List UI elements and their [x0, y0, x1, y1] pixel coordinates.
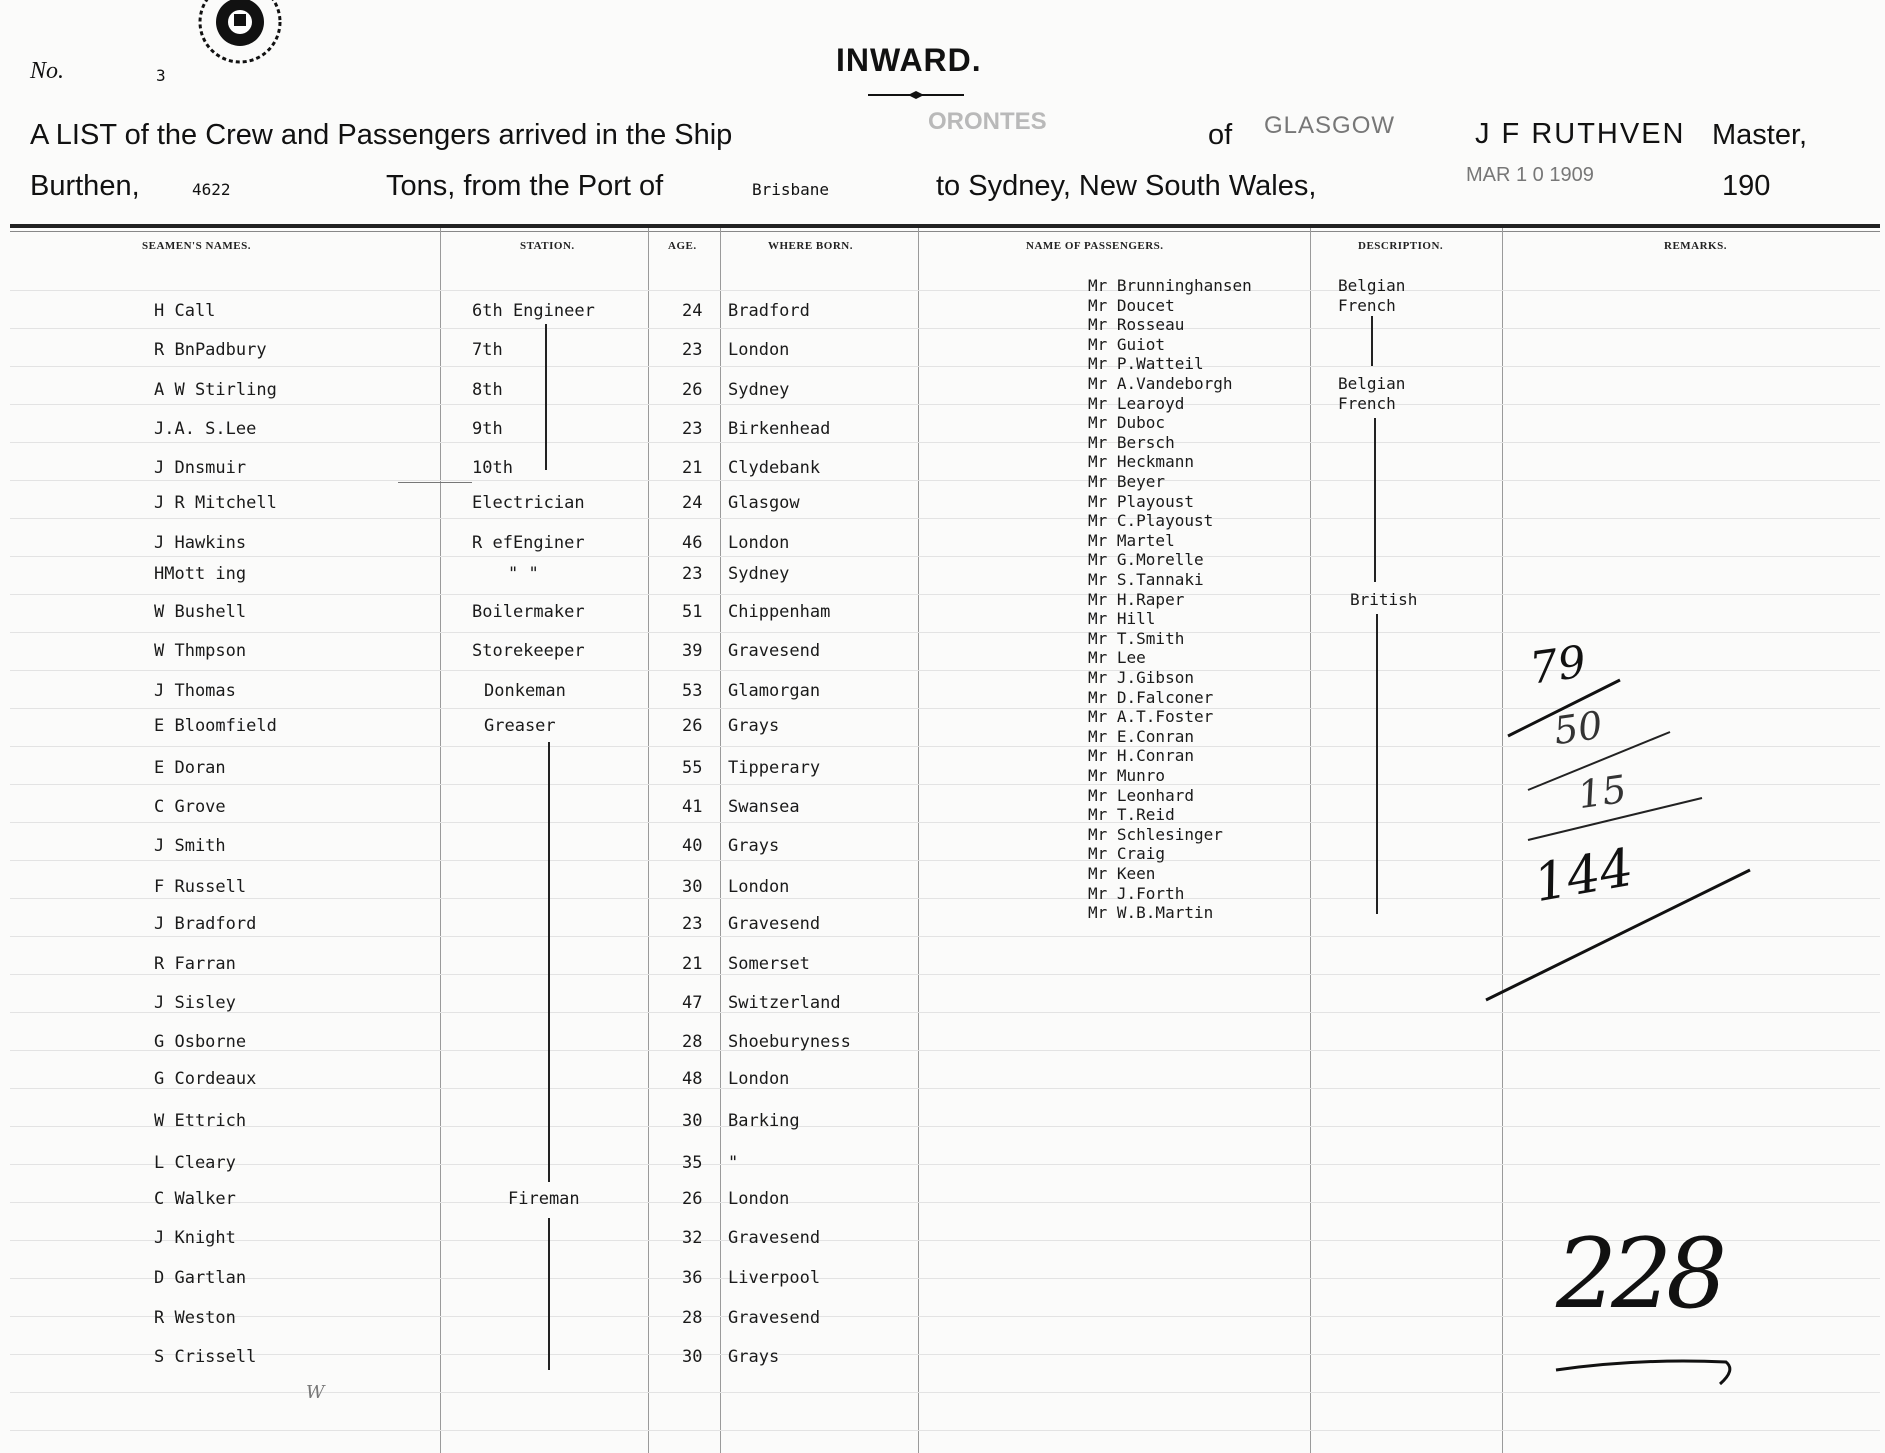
document-title: INWARD. — [836, 42, 982, 78]
ruled-line — [10, 1050, 1880, 1051]
tons-label: Tons, from the Port of — [386, 170, 664, 202]
description-item: Belgian — [1338, 276, 1406, 295]
seaman-age: 46 — [682, 533, 703, 553]
seaman-name: J Sisley — [154, 993, 236, 1013]
passenger-name: Mr Learoyd — [1088, 393, 1185, 413]
ruled-line — [10, 1164, 1880, 1165]
handwritten-number: 79 — [1526, 636, 1590, 695]
ruled-line — [10, 480, 1880, 481]
passenger-name: Mr Leonhard — [1088, 785, 1194, 805]
passenger-name: Mr T.Smith — [1088, 628, 1185, 648]
seaman-station: 6th Engineer — [472, 301, 595, 321]
year-prefix: 190 — [1722, 170, 1771, 202]
description-item: French — [1338, 296, 1396, 315]
ruled-line — [10, 632, 1880, 633]
column-header-where-born: WHERE BORN. — [768, 240, 853, 252]
seaman-age: 30 — [682, 1111, 703, 1131]
passenger-name: Mr T.Reid — [1088, 805, 1175, 825]
seaman-name: J R Mitchell — [154, 493, 277, 513]
ruled-line — [10, 290, 1880, 291]
passenger-name: Mr Schlesinger — [1088, 824, 1223, 844]
seaman-name: L Cleary — [154, 1153, 236, 1173]
seaman-name: C Grove — [154, 797, 226, 817]
seaman-birthplace: Liverpool — [728, 1268, 821, 1288]
margin-note: W — [306, 1382, 325, 1403]
seaman-station: Electrician — [472, 493, 585, 513]
burthen-label: Burthen, — [30, 170, 140, 202]
seaman-name: E Bloomfield — [154, 716, 277, 736]
title-ornament-rule — [868, 90, 964, 100]
ditto-bracket-greaser — [548, 742, 550, 1182]
seaman-age: 28 — [682, 1308, 703, 1328]
seaman-name: A W Stirling — [154, 380, 277, 400]
ruled-line — [10, 1202, 1880, 1203]
column-header-description: DESCRIPTION. — [1358, 240, 1444, 252]
seaman-age: 36 — [682, 1268, 703, 1288]
passenger-name: Mr A.Vandeborgh — [1088, 374, 1233, 393]
handwritten-number: 15 — [1575, 766, 1630, 818]
ruled-line — [10, 442, 1880, 443]
seaman-birthplace: Sydney — [728, 380, 790, 400]
passenger-name: Mr Doucet — [1088, 295, 1175, 315]
passenger-name: Mr J.Forth — [1088, 883, 1185, 903]
ruled-line — [10, 404, 1880, 405]
seaman-station: Boilermaker — [472, 602, 585, 622]
column-header-seamen: SEAMEN'S NAMES. — [142, 240, 251, 252]
seaman-age: 23 — [682, 564, 703, 584]
seaman-name: J Knight — [154, 1228, 236, 1248]
seaman-name: J Smith — [154, 836, 226, 856]
ruled-line — [10, 328, 1880, 329]
passenger-name: Mr W.B.Martin — [1088, 903, 1214, 923]
seaman-name: S Crissell — [154, 1347, 257, 1367]
seaman-age: 32 — [682, 1228, 703, 1248]
passenger-name: Mr Playoust — [1088, 491, 1194, 511]
passenger-name: Mr Guiot — [1088, 334, 1166, 354]
seaman-name: J Thomas — [154, 681, 236, 701]
seaman-name: J Hawkins — [154, 533, 247, 553]
seaman-name: E Doran — [154, 758, 226, 778]
destination-text: to Sydney, New South Wales, — [936, 170, 1317, 202]
seaman-age: 48 — [682, 1069, 703, 1089]
seaman-age: 26 — [682, 716, 703, 736]
seaman-name: W Thmpson — [154, 641, 247, 661]
seaman-age: 55 — [682, 758, 703, 778]
table-top-rule — [10, 224, 1880, 228]
home-port: GLASGOW — [1264, 112, 1396, 139]
seaman-station: " " — [508, 564, 539, 584]
seaman-age: 23 — [682, 419, 703, 439]
seaman-age: 23 — [682, 914, 703, 934]
seaman-birthplace: Bradford — [728, 301, 810, 321]
ruled-line — [10, 366, 1880, 367]
ruled-line — [10, 1430, 1880, 1431]
column-divider — [720, 228, 721, 1453]
passenger-name: Mr Brunninghansen — [1088, 276, 1252, 295]
passenger-name: Mr Heckmann — [1088, 452, 1194, 472]
seaman-name: J Dnsmuir — [154, 458, 247, 478]
seaman-age: 39 — [682, 641, 703, 661]
seaman-name: H Call — [154, 301, 216, 321]
seaman-station: Donkeman — [484, 681, 566, 701]
seaman-station: 7th — [472, 340, 503, 360]
passenger-name: Mr Hill — [1088, 609, 1156, 629]
seaman-station: Fireman — [508, 1189, 580, 1209]
seaman-birthplace: Somerset — [728, 954, 810, 974]
seaman-age: 21 — [682, 954, 703, 974]
description-item: French — [1338, 394, 1396, 413]
passenger-name: Mr Rosseau — [1088, 315, 1185, 335]
passenger-name: Mr S.Tannaki — [1088, 570, 1204, 589]
handwritten-number: 144 — [1529, 837, 1638, 915]
seaman-birthplace: London — [728, 1189, 790, 1209]
handwritten-total: 228 — [1556, 1218, 1722, 1330]
seaman-birthplace: Sydney — [728, 564, 790, 584]
seaman-age: 23 — [682, 340, 703, 360]
passenger-name: Mr J.Gibson — [1088, 668, 1194, 687]
seaman-station: 8th — [472, 380, 503, 400]
seaman-birthplace: Gravesend — [728, 914, 821, 934]
column-divider — [918, 228, 919, 1453]
seaman-name: G Osborne — [154, 1032, 247, 1052]
seaman-age: 24 — [682, 301, 703, 321]
burthen-value: 4622 — [192, 180, 231, 199]
seaman-age: 24 — [682, 493, 703, 513]
seaman-name: W Bushell — [154, 602, 247, 622]
passenger-name: Mr Beyer — [1088, 472, 1166, 491]
description-item: British — [1350, 590, 1418, 609]
column-divider — [1310, 228, 1311, 1453]
seaman-station: 10th — [472, 458, 513, 478]
ruled-line — [10, 518, 1880, 519]
seaman-birthplace: Swansea — [728, 797, 800, 817]
ruled-line — [10, 594, 1880, 595]
column-divider — [648, 228, 649, 1453]
seaman-birthplace: Gravesend — [728, 1308, 821, 1328]
from-port: Brisbane — [752, 180, 830, 199]
seaman-age: 26 — [682, 380, 703, 400]
seaman-birthplace: Barking — [728, 1111, 800, 1131]
list-number-value: 3 — [156, 66, 166, 85]
seaman-birthplace: Tipperary — [728, 758, 821, 778]
seaman-birthplace: Chippenham — [728, 602, 831, 622]
seaman-name: J Bradford — [154, 914, 257, 934]
handwritten-number: 50 — [1551, 702, 1606, 754]
seaman-station: Greaser — [484, 716, 556, 736]
seaman-birthplace: London — [728, 877, 790, 897]
official-seal-stamp — [180, 0, 300, 78]
passenger-name: Mr A.T.Foster — [1088, 707, 1214, 727]
seaman-birthplace: Switzerland — [728, 993, 841, 1013]
passenger-name: Mr H.Conran — [1088, 746, 1194, 766]
seaman-age: 51 — [682, 602, 703, 622]
seaman-age: 26 — [682, 1189, 703, 1209]
seaman-birthplace: Grays — [728, 716, 780, 736]
seaman-name: R Weston — [154, 1308, 236, 1328]
seaman-age: 41 — [682, 797, 703, 817]
column-header-remarks: REMARKS. — [1664, 240, 1727, 252]
seaman-birthplace: Glasgow — [728, 493, 800, 513]
seaman-birthplace: Gravesend — [728, 641, 821, 661]
passenger-name: Mr Munro — [1088, 766, 1166, 785]
seaman-birthplace: Grays — [728, 836, 780, 856]
description-item: Belgian — [1338, 374, 1406, 393]
handwritten-underline — [1550, 1340, 1750, 1400]
seaman-birthplace: London — [728, 533, 790, 553]
passenger-name: Mr Keen — [1088, 864, 1156, 883]
seaman-age: 40 — [682, 836, 703, 856]
seaman-station: 9th — [472, 419, 503, 439]
ruled-line — [10, 1126, 1880, 1127]
header-line1-text: A LIST of the Crew and Passengers arrived in the Ship — [30, 119, 733, 151]
seaman-age: 28 — [682, 1032, 703, 1052]
passenger-name: Mr C.Playoust — [1088, 511, 1214, 531]
column-header-age: AGE. — [668, 240, 697, 252]
ruled-line — [10, 1012, 1880, 1013]
seaman-birthplace: Shoeburyness — [728, 1032, 851, 1052]
seaman-name: F Russell — [154, 877, 247, 897]
date-stamp: MAR 1 0 1909 — [1466, 164, 1594, 186]
seaman-birthplace: " — [728, 1153, 739, 1173]
of-label: of — [1208, 119, 1233, 151]
seaman-age: 30 — [682, 877, 703, 897]
seaman-age: 21 — [682, 458, 703, 478]
ruled-line — [10, 1088, 1880, 1089]
seaman-station: R efEnginer — [472, 533, 585, 553]
ditto-bracket-fireman — [548, 1218, 550, 1370]
passenger-name: Mr H.Raper — [1088, 589, 1185, 609]
list-number-label: No. — [30, 58, 65, 84]
seaman-age: 30 — [682, 1347, 703, 1367]
seaman-birthplace: Grays — [728, 1347, 780, 1367]
passenger-name: Mr Craig — [1088, 844, 1166, 864]
seaman-name: J.A. S.Lee — [154, 419, 257, 439]
passenger-name: Mr G.Morelle — [1088, 550, 1204, 570]
ship-name: ORONTES — [928, 108, 1047, 135]
seaman-birthplace: Birkenhead — [728, 419, 831, 439]
passenger-name: Mr E.Conran — [1088, 726, 1194, 746]
column-header-station: STATION. — [520, 240, 575, 252]
seaman-birthplace: London — [728, 340, 790, 360]
column-header-passengers: NAME OF PASSENGERS. — [1026, 240, 1164, 252]
seaman-name: HMott ing — [154, 564, 247, 584]
master-label: Master, — [1712, 119, 1808, 151]
passenger-name: Mr Martel — [1088, 530, 1175, 550]
seaman-name: G Cordeaux — [154, 1069, 257, 1089]
seaman-name: D Gartlan — [154, 1268, 247, 1288]
passenger-name: Mr P.Watteil — [1088, 354, 1204, 374]
seaman-age: 35 — [682, 1153, 703, 1173]
ditto-bracket-british — [1376, 614, 1378, 914]
passenger-name: Mr Lee — [1088, 648, 1146, 668]
seaman-name: R Farran — [154, 954, 236, 974]
margin-stroke — [398, 482, 472, 483]
seaman-name: W Ettrich — [154, 1111, 247, 1131]
table-top-rule-thin — [10, 231, 1880, 232]
seaman-birthplace: Glamorgan — [728, 681, 821, 701]
master-name: J F RUTHVEN — [1475, 118, 1686, 150]
seaman-name: R BnPadbury — [154, 340, 267, 360]
seaman-birthplace: London — [728, 1069, 790, 1089]
ditto-bracket-french-2 — [1374, 418, 1376, 582]
seaman-name: C Walker — [154, 1189, 236, 1209]
handwritten-tally — [1470, 640, 1770, 1010]
ruled-line — [10, 556, 1880, 557]
passenger-name: Mr Bersch — [1088, 432, 1175, 452]
seaman-age: 53 — [682, 681, 703, 701]
ditto-bracket-french — [1371, 316, 1373, 366]
passenger-name: Mr D.Falconer — [1088, 687, 1214, 707]
seaman-birthplace: Clydebank — [728, 458, 821, 478]
seaman-age: 47 — [682, 993, 703, 1013]
seaman-station: Storekeeper — [472, 641, 585, 661]
column-divider — [440, 228, 441, 1453]
ditto-bracket-engineer — [545, 324, 547, 470]
passenger-name: Mr Duboc — [1088, 413, 1166, 433]
seaman-birthplace: Gravesend — [728, 1228, 821, 1248]
